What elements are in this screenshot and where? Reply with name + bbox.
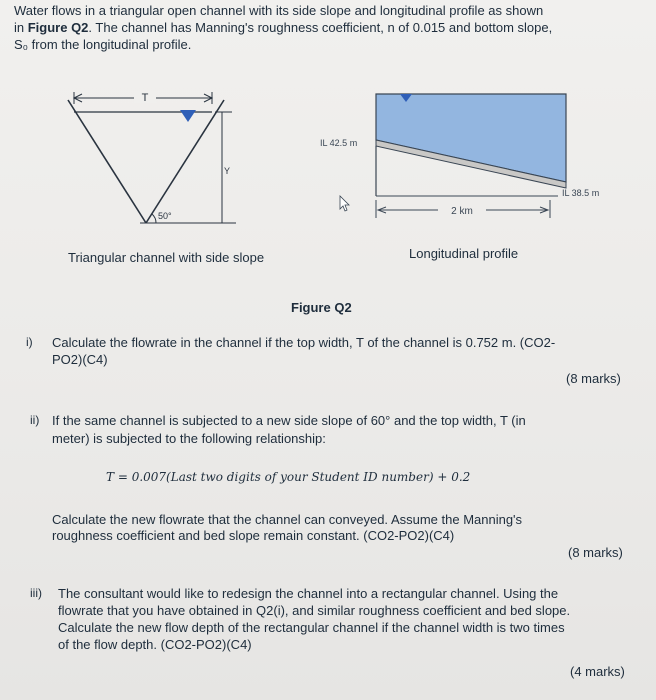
question-1-marks: (8 marks) [566, 371, 621, 386]
triangle-caption: Triangular channel with side slope [68, 250, 265, 265]
question-1-line-1: Calculate the flowrate in the channel if the top width, T of the channel is 0.752 m. (CO2- [52, 335, 556, 350]
question-3-line-4: of the flow depth. (CO2-PO2)(C4) [58, 637, 252, 652]
question-2-marks: (8 marks) [568, 545, 623, 560]
intro-line-3: S₀ from the longitudinal profile. [14, 37, 192, 52]
intro-line-1: Water flows in a triangular open channel with its side slope and longitudinal profile as shown [14, 3, 544, 18]
figure-title: Figure Q2 [291, 300, 352, 315]
question-3-line-1: The consultant would like to redesign the channel into a rectangular channel. Using the [58, 586, 559, 601]
top-width-equation: T = 0.007(Last two digits of your Student ID number) + 0.2 [106, 470, 471, 484]
question-2-line-3: Calculate the new flowrate that the channel can conveyed. Assume the Manning's [52, 512, 523, 527]
question-2-line-2: meter) is subjected to the following relationship: [52, 431, 326, 446]
question-2-line-1: If the same channel is subjected to a new side slope of 60° and the top width, T (in [52, 413, 526, 428]
question-number: iii) [30, 586, 42, 600]
upstream-invert-level: IL 42.5 m [320, 138, 358, 148]
question-number: ii) [30, 413, 40, 427]
question-number: i) [26, 335, 33, 349]
top-width-label: T [141, 92, 149, 104]
intro-text: in [14, 20, 28, 35]
cursor-icon [340, 196, 349, 211]
triangular-channel-diagram [60, 88, 240, 238]
water-body [376, 94, 566, 182]
channel-length-label: 2 km [451, 206, 473, 217]
profile-caption: Longitudinal profile [409, 246, 519, 261]
question-3-line-2: flowrate that you have obtained in Q2(i), and similar roughness coefficient and bed slope. [58, 603, 571, 618]
depth-label: Y [224, 166, 231, 176]
longitudinal-profile-diagram [300, 82, 630, 242]
intro-text: . The channel has Manning's roughness coefficient, n of 0.015 and bottom slope, [88, 20, 553, 35]
downstream-invert-level: IL 38.5 m [562, 188, 600, 198]
question-3-line-3: Calculate the new flow depth of the rectangular channel if the channel width is two times [58, 620, 565, 635]
intro-line-2 [14, 20, 552, 36]
angle-label: 50° [158, 211, 172, 221]
question-3-marks: (4 marks) [570, 664, 625, 679]
question-2-line-4: roughness coefficient and bed slope remain constant. (CO2-PO2)(C4) [52, 528, 455, 543]
question-1-line-2: PO2)(C4) [52, 352, 108, 367]
figure-reference: Figure Q2 [27, 20, 89, 35]
